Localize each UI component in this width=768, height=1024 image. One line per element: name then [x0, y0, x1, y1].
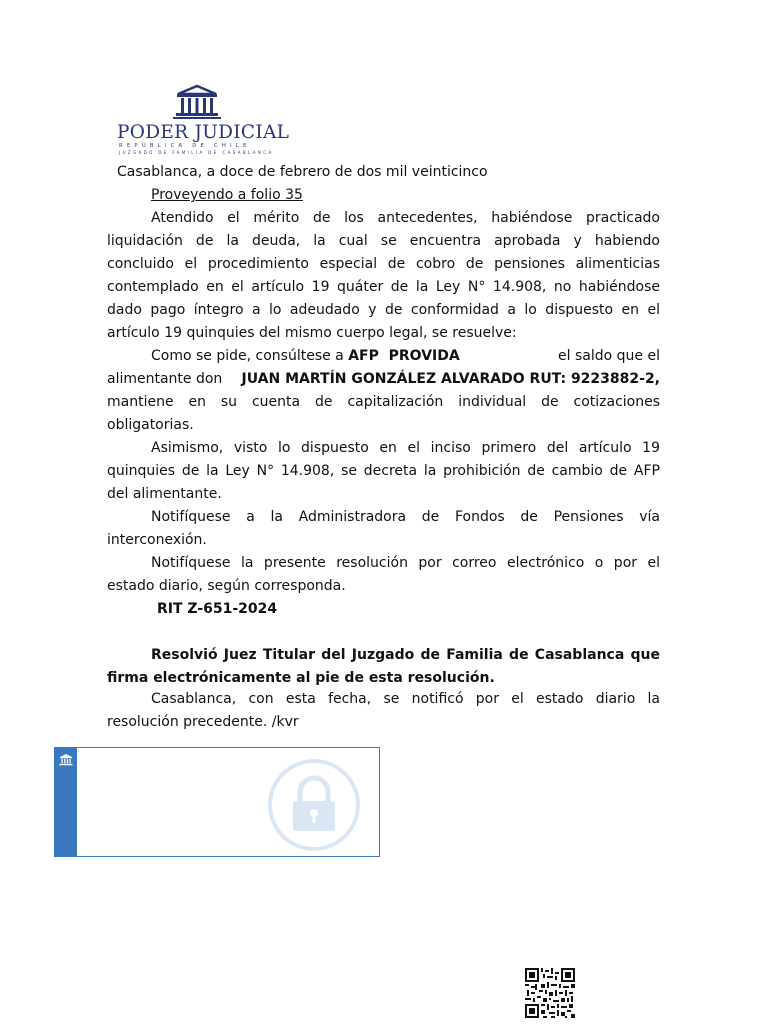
- p4-line-2: interconexión.: [107, 532, 207, 548]
- logo-subtitle: REPÚBLICA DE CHILE: [119, 143, 251, 149]
- p1-line-3: concluido el procedimiento especial de cobro de pensiones alimenticias: [107, 256, 660, 272]
- p1-line-6: artículo 19 quinquies del mismo cuerpo legal, se resuelve:: [107, 325, 517, 341]
- p5-line-1: Notifíquese la presente resolución por correo electrónico o por el: [151, 555, 660, 571]
- resolvio-line-2: firma electrónicamente al pie de esta resolución.: [107, 670, 495, 686]
- p2-line-3: mantiene en su cuenta de capitalización individual de cotizaciones: [107, 394, 660, 410]
- p2-line-2: [107, 371, 660, 387]
- electronic-signature-box: [54, 747, 380, 857]
- courthouse-logo-icon: [172, 84, 222, 120]
- p1-line-5: dado pago íntegro a lo adeudado y de conformidad a lo dispuesto en el: [107, 302, 660, 318]
- alimentante-name-rut: JUAN MARTÍN GONZÁLEZ ALVARADO RUT: 9223882-2,: [241, 371, 660, 387]
- p1-line-1: Atendido el mérito de los antecedentes, habiéndose practicado: [151, 210, 660, 226]
- resolvio-line-1: Resolvió Juez Titular del Juzgado de Familia de Casablanca que: [151, 647, 660, 663]
- p1-line-2: liquidación de la deuda, la cual se encuentra aprobada y habiendo: [107, 233, 660, 249]
- p3-line-2: quinquies de la Ley N° 14.908, se decreta la prohibición de cambio de AFP: [107, 463, 660, 479]
- date-line: Casablanca, a doce de febrero de dos mil veinticinco: [117, 164, 488, 180]
- courthouse-icon: [59, 753, 73, 766]
- p1-line-4: contemplado en el artículo 19 quáter de la Ley N° 14.908, no habiéndose: [107, 279, 660, 295]
- qr-code-icon: [525, 968, 575, 1018]
- p2-line-4: obligatorias.: [107, 417, 194, 433]
- folio-line: Proveyendo a folio 35: [151, 187, 303, 203]
- p2-line-1: [151, 348, 660, 364]
- logo-title: PODER JUDICIAL: [117, 122, 290, 143]
- p5-line-2: estado diario, según corresponda.: [107, 578, 346, 594]
- p2-text-a: Como se pide, consúltese a AFP PROVIDA: [151, 348, 460, 364]
- logo-subtitle-court: JUZGADO DE FAMILIA DE CASABLANCA: [119, 150, 274, 155]
- p4-line-1: Notifíquese a la Administradora de Fondos de Pensiones vía: [151, 509, 660, 525]
- p2-text-b: el saldo que el: [558, 348, 660, 364]
- notif-line-1: Casablanca, con esta fecha, se notificó por el estado diario la: [151, 691, 660, 707]
- lock-icon: [267, 758, 361, 852]
- poder-judicial-logo: [117, 84, 290, 156]
- rit-number: RIT Z-651-2024: [157, 601, 278, 617]
- p3-line-3: del alimentante.: [107, 486, 222, 502]
- p2-text-c: alimentante don: [107, 371, 223, 387]
- afp-name: AFP PROVIDA: [348, 348, 460, 364]
- notif-line-2: resolución precedente. /kvr: [107, 714, 299, 730]
- p3-line-1: Asimismo, visto lo dispuesto en el inciso primero del artículo 19: [151, 440, 660, 456]
